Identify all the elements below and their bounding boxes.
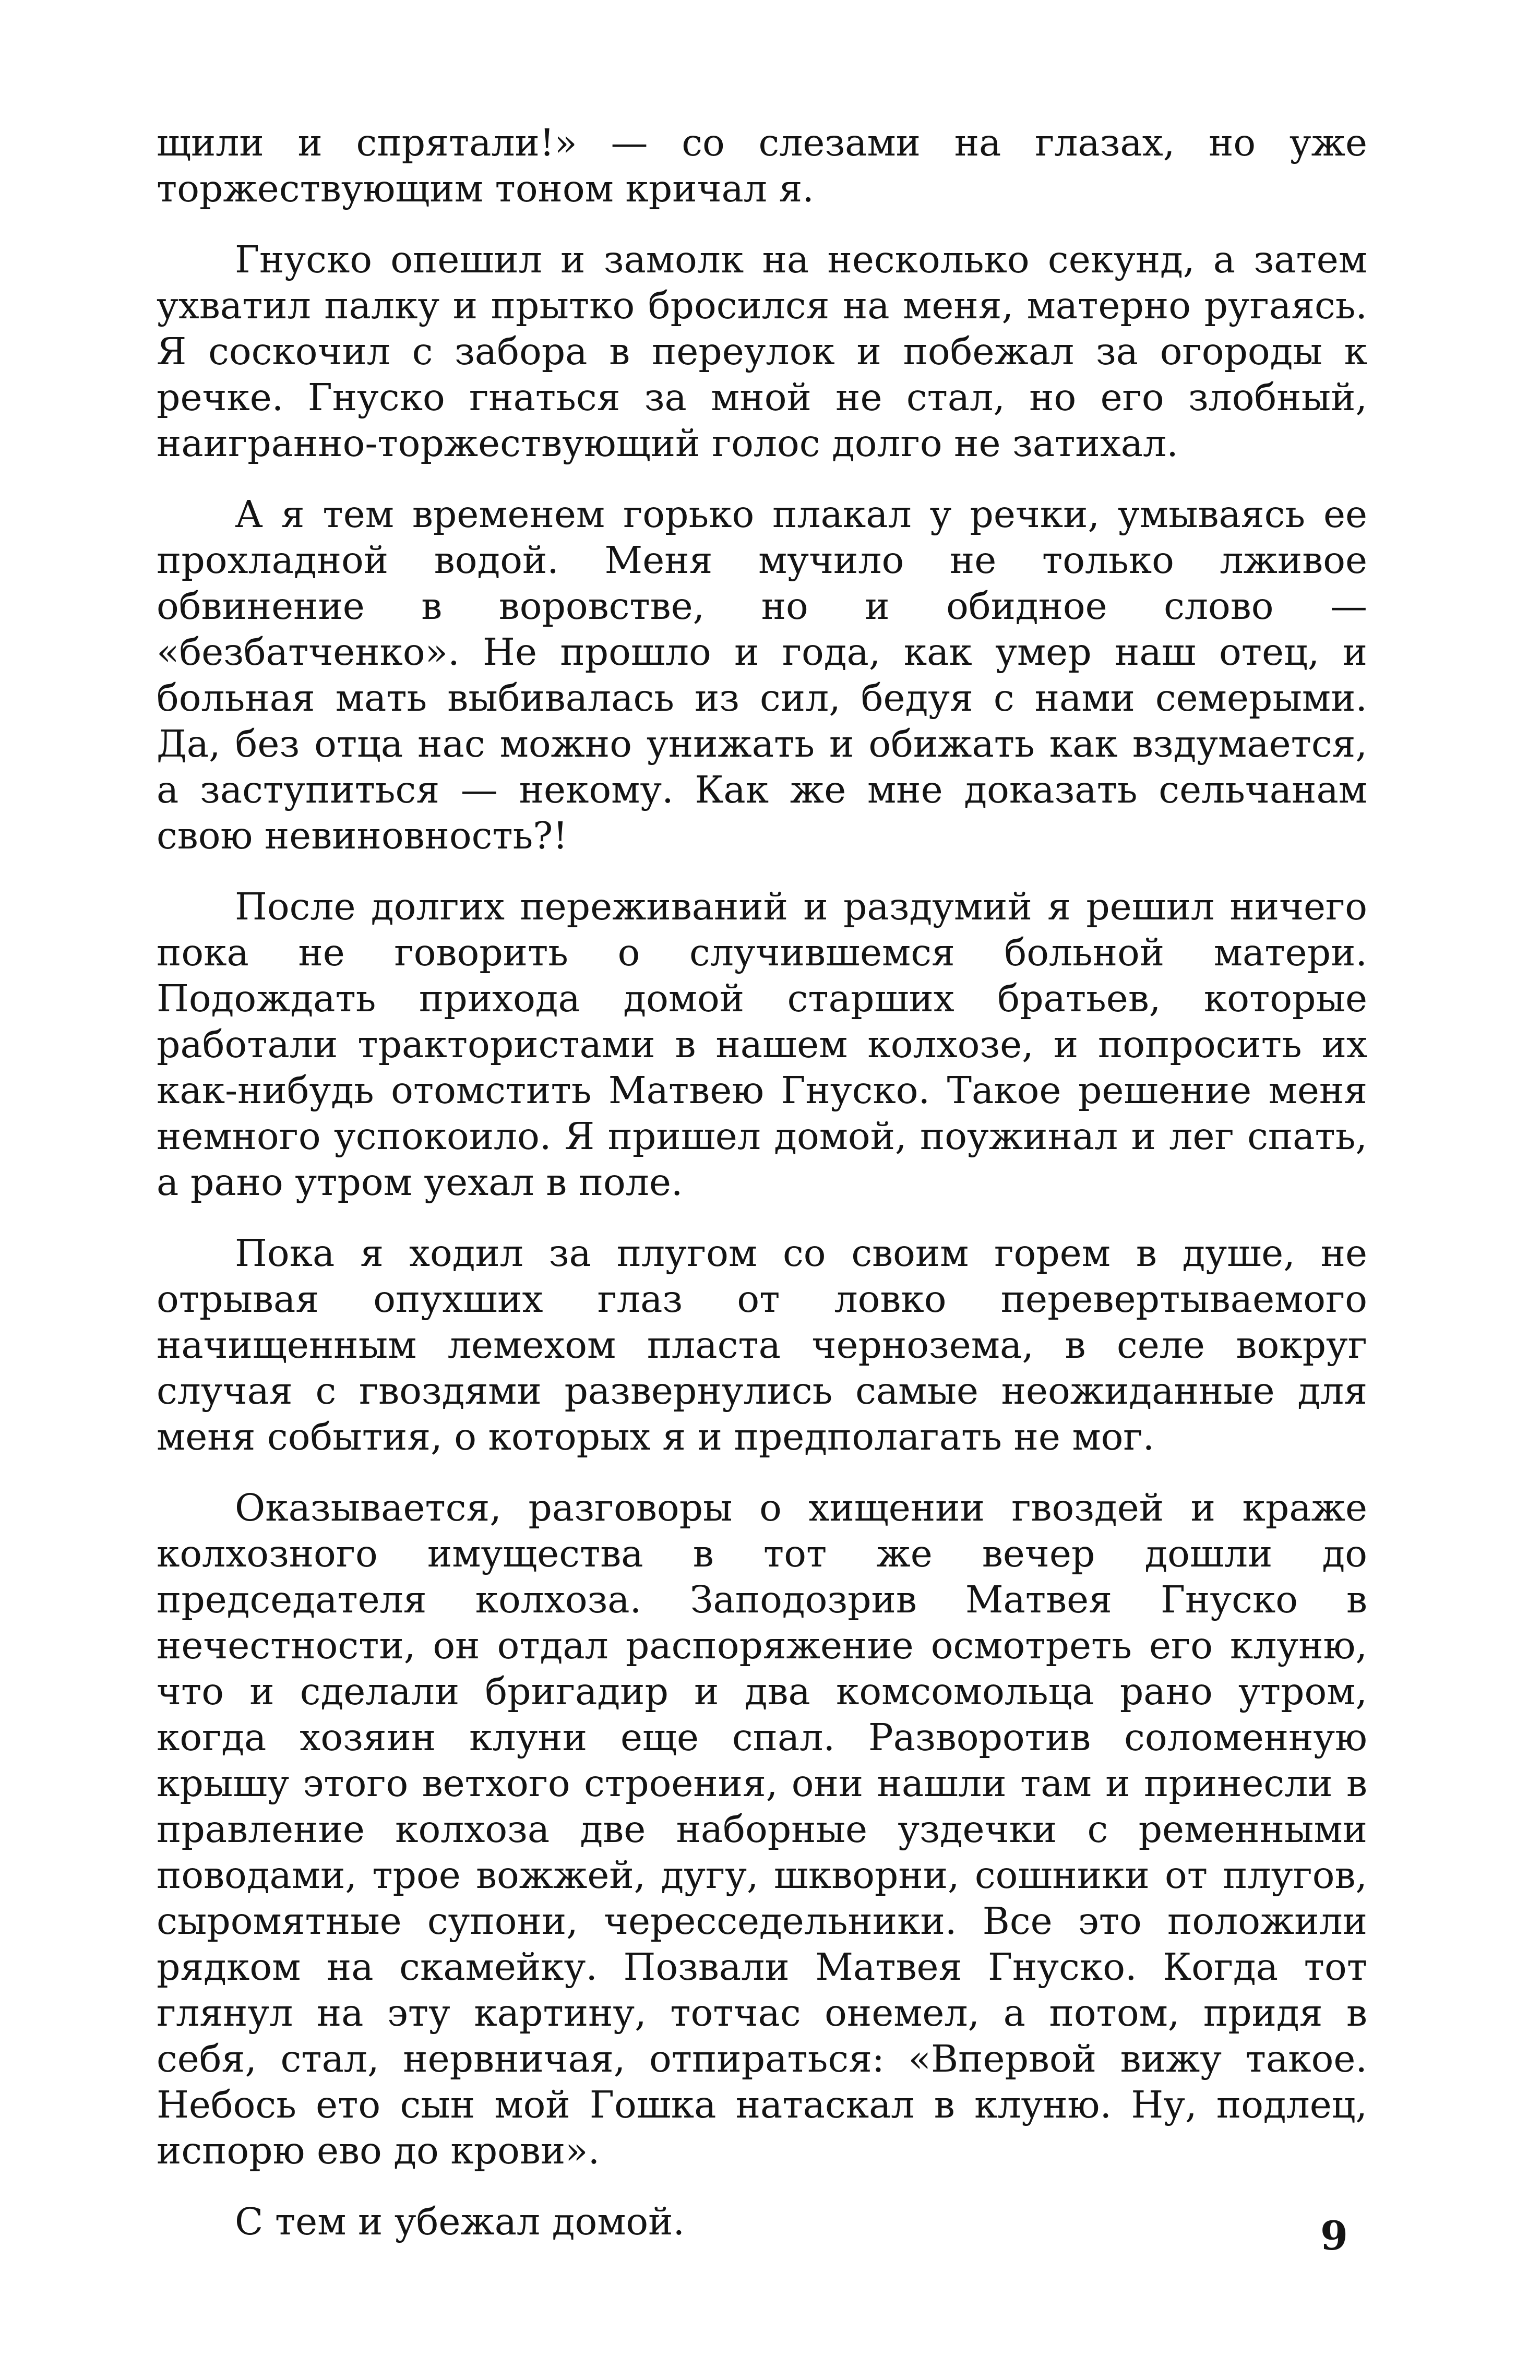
paragraph-4: После долгих переживаний и раздумий я решил ничего пока не говорить о случившемся больной матери. Подождать прихода домой старших братьев, которые работали трактористами в нашем колхозе, и попросить их как-нибудь отомстить Матвею Гнуско. Такое решение меня немного успокоило. Я пришел домой, поужинал и лег спать, а рано утром уехал в поле. — [157, 885, 1367, 1204]
paragraph-3: А я тем временем горько плакал у речки, умываясь ее прохладной водой. Меня мучило не только лживое обвинение в воровстве, но и обидное слово — «безбатченко». Не прошло и года, как умер наш отец, и больная мать выбивалась из сил, бедуя с нами семерыми. Да, без отца нас можно унижать и обижать как вздумается, а заступиться — некому. Как же мне доказать сельчанам свою невиновность?! — [157, 493, 1367, 857]
paragraph-6: Оказывается, разговоры о хищении гвоздей и краже колхозного имущества в тот же вечер дошли до председателя колхоза. Заподозрив Матвея Гнуско в нечестности, он отдал распоряжение осмотреть его клуню, что и сделали бригадир и два комсомольца рано утром, когда хозяин клуни еще спал. Разворотив соломенную крышу этого ветхого строения, они нашли там и принесли в правление колхоза две наборные уздечки с ременными поводами, трое вожжей, дугу, шкворни, сошники от плугов, сыромятные супони, чересседельники. Все это положили рядком на скамейку. Позвали Матвея Гнуско. Когда тот глянул на эту картину, тотчас онемел, а потом, придя в себя, стал, нервничая, отпираться: «Впервой вижу такое. Небось ето сын мой Гошка натаскал в клуню. Ну, подлец, испорю ево до крови». — [157, 1486, 1367, 2172]
page-body — [157, 120, 1367, 2270]
paragraph-2: Гнуско опешил и замолк на несколько секунд, а затем ухватил палку и прытко бросился на меня, матерно ругаясь. Я соскочил с забора в переулок и побежал за огороды к речке. Гнуско гнаться за мной не стал, но его злобный, наигранно-торжествующий голос долго не затихал. — [157, 238, 1367, 465]
paragraph-5: Пока я ходил за плугом со своим горем в душе, не отрывая опухших глаз от ловко перевертываемого начищенным лемехом пласта чернозема, в селе вокруг случая с гвоздями развернулись самые неожиданные для меня события, о которых я и предполагать не мог. — [157, 1231, 1367, 1458]
paragraph-7: С тем и убежал домой. — [235, 2200, 685, 2243]
paragraph-1: щили и спрятали!» — со слезами на глазах, но уже торжествующим тоном кричал я. — [157, 121, 1367, 210]
page-number: 9 — [1320, 2212, 1348, 2259]
